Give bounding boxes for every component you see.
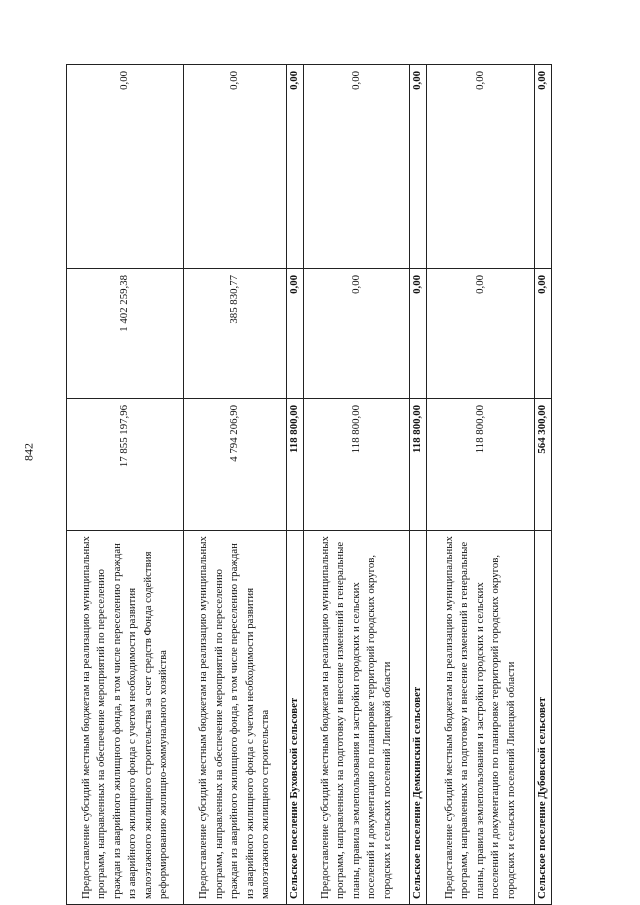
table-row [184, 65, 287, 905]
row-value-1: 17 855 197,96 [67, 399, 184, 531]
row-description: Предоставление субсидий местным бюджетам на реализацию муниципальных программ, направленных на обеспечение мероприятий по переселению граждан из аварийного жилищного фонда, в том числе переселению граждан из аварийного жилищного фонда с учетом необходимости развития малоэтажного жилищного строительства [184, 531, 287, 905]
row-value-2: 0,00 [410, 269, 427, 399]
row-description: Сельское поселение Буховской сельсовет [287, 531, 304, 905]
row-value-3: 0,00 [304, 65, 410, 269]
row-value-3: 0,00 [67, 65, 184, 269]
table-row-subtotal [410, 65, 427, 905]
row-value-3: 0,00 [287, 65, 304, 269]
row-description: Сельское поселение Дубовской сельсовет [535, 531, 552, 905]
row-value-2: 0,00 [535, 269, 552, 399]
rotated-table-container [66, 65, 550, 905]
row-description: Предоставление субсидий местным бюджетам на реализацию муниципальных программ, направленных на подготовку и внесение изменений в генеральные планы, правила землепользования и застройки городских и сельских поселений и документацию по планировке территорий городских округов, городских и сельских поселений Липецкой области [427, 531, 535, 905]
row-value-2: 0,00 [427, 269, 535, 399]
row-value-3: 0,00 [410, 65, 427, 269]
row-value-2: 1 402 259,38 [67, 269, 184, 399]
row-value-1: 118 800,00 [410, 399, 427, 531]
table-row-subtotal [535, 65, 552, 905]
page-number: 842 [21, 443, 36, 461]
row-description: Сельское поселение Демкинский сельсовет [410, 531, 427, 905]
table-row [67, 65, 184, 905]
row-value-3: 0,00 [184, 65, 287, 269]
row-value-1: 118 800,00 [427, 399, 535, 531]
row-description: Предоставление субсидий местным бюджетам на реализацию муниципальных программ, направленных на обеспечение мероприятий по переселению граждан из аварийного жилищного фонда, в том числе переселению граждан из аварийного жилищного фонда с учетом необходимости развития малоэтажного жилищного строительства за счет средств Фонда содействия реформированию жилищно-коммунального хозяйства [67, 531, 184, 905]
row-value-1: 118 800,00 [304, 399, 410, 531]
row-value-1: 4 794 206,90 [184, 399, 287, 531]
row-value-3: 0,00 [427, 65, 535, 269]
row-value-2: 0,00 [287, 269, 304, 399]
budget-table [66, 64, 552, 905]
row-value-2: 0,00 [304, 269, 410, 399]
row-description: Предоставление субсидий местным бюджетам на реализацию муниципальных программ, направленных на подготовку и внесение изменений в генеральные планы, правила землепользования и застройки городских и сельских поселений и документацию по планировке территорий городских округов, городских и сельских поселений Липецкой области [304, 531, 410, 905]
row-value-1: 118 800,00 [287, 399, 304, 531]
row-value-1: 564 300,00 [535, 399, 552, 531]
table-row [304, 65, 410, 905]
row-value-2: 385 830,77 [184, 269, 287, 399]
row-value-3: 0,00 [535, 65, 552, 269]
table-row-subtotal [287, 65, 304, 905]
table-row [427, 65, 535, 905]
